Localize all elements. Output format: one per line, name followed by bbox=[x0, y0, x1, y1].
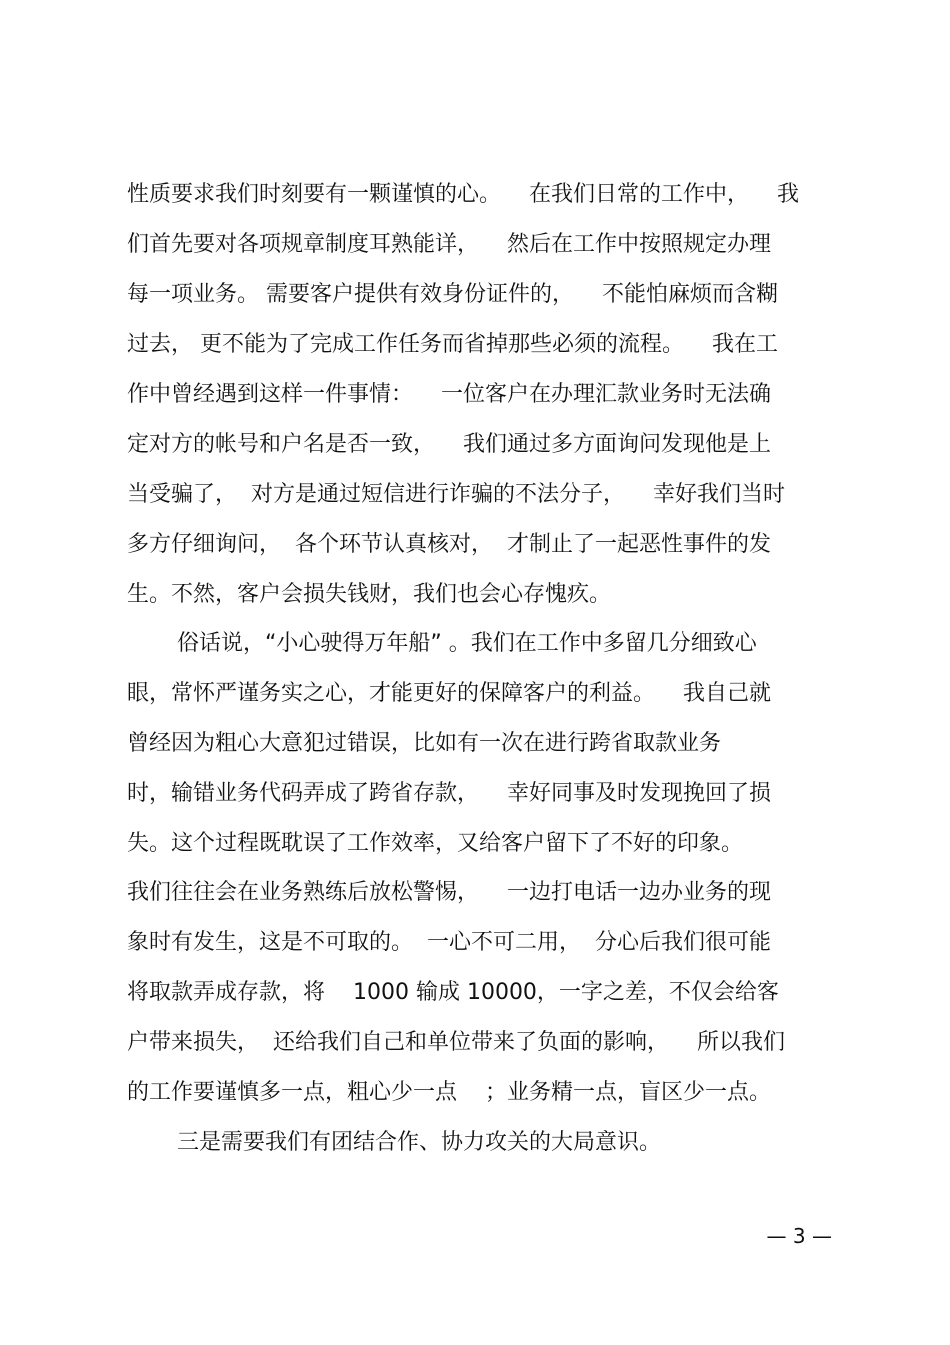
body-line: 过去， 更不能为了完成工作任务而省掉那些必须的流程。 我在工 bbox=[127, 332, 778, 357]
body-line: 失。这个过程既耽误了工作效率，又给客户留下了不好的印象。 bbox=[127, 831, 744, 856]
paragraph-first-line: 三是需要我们有团结合作、协力攻关的大局意识。 bbox=[177, 1130, 662, 1155]
body-line: 曾经因为粗心大意犯过错误，比如有一次在进行跨省取款业务 bbox=[127, 731, 722, 756]
body-line: 当受骗了， 对方是通过短信进行诈骗的不法分子， 幸好我们当时 bbox=[127, 482, 785, 507]
body-line: 的工作要谨慎多一点，粗心少一点 ；业务精一点，盲区少一点。 bbox=[127, 1080, 771, 1105]
body-line: 们首先要对各项规章制度耳熟能详， 然后在工作中按照规定办理 bbox=[127, 232, 771, 257]
body-line: 作中曾经遇到这样一件事情： 一位客户在办理汇款业务时无法确 bbox=[127, 382, 771, 407]
body-line: 每一项业务。 需要客户提供有效身份证件的， 不能怕麻烦而含糊 bbox=[127, 282, 778, 307]
body-line: 户带来损失， 还给我们自己和单位带来了负面的影响， 所以我们 bbox=[127, 1030, 785, 1055]
page-number: — 3 — bbox=[766, 1224, 832, 1248]
body-line: 时，输错业务代码弄成了跨省存款， 幸好同事及时发现挽回了损 bbox=[127, 781, 771, 806]
body-line: 多方仔细询问， 各个环节认真核对， 才制止了一起恶性事件的发 bbox=[127, 532, 771, 557]
body-line: 性质要求我们时刻要有一颗谨慎的心。 在我们日常的工作中， 我 bbox=[127, 182, 799, 207]
body-line: 象时有发生，这是不可取的。 一心不可二用， 分心后我们很可能 bbox=[127, 930, 771, 955]
body-line: 我们往往会在业务熟练后放松警惕， 一边打电话一边办业务的现 bbox=[127, 880, 771, 905]
paragraph-first-line: 俗话说，“小心驶得万年船” 。我们在工作中多留几分细致心 bbox=[177, 631, 757, 656]
body-line: 将取款弄成存款，将 1000 输成 10000，一字之差，不仅会给客 bbox=[127, 980, 779, 1005]
body-line: 眼，常怀严谨务实之心，才能更好的保障客户的利益。 我自己就 bbox=[127, 681, 771, 706]
body-line: 定对方的帐号和户名是否一致， 我们通过多方面询问发现他是上 bbox=[127, 432, 771, 457]
body-line: 生。不然，客户会损失钱财，我们也会心存愧疚。 bbox=[127, 582, 612, 607]
